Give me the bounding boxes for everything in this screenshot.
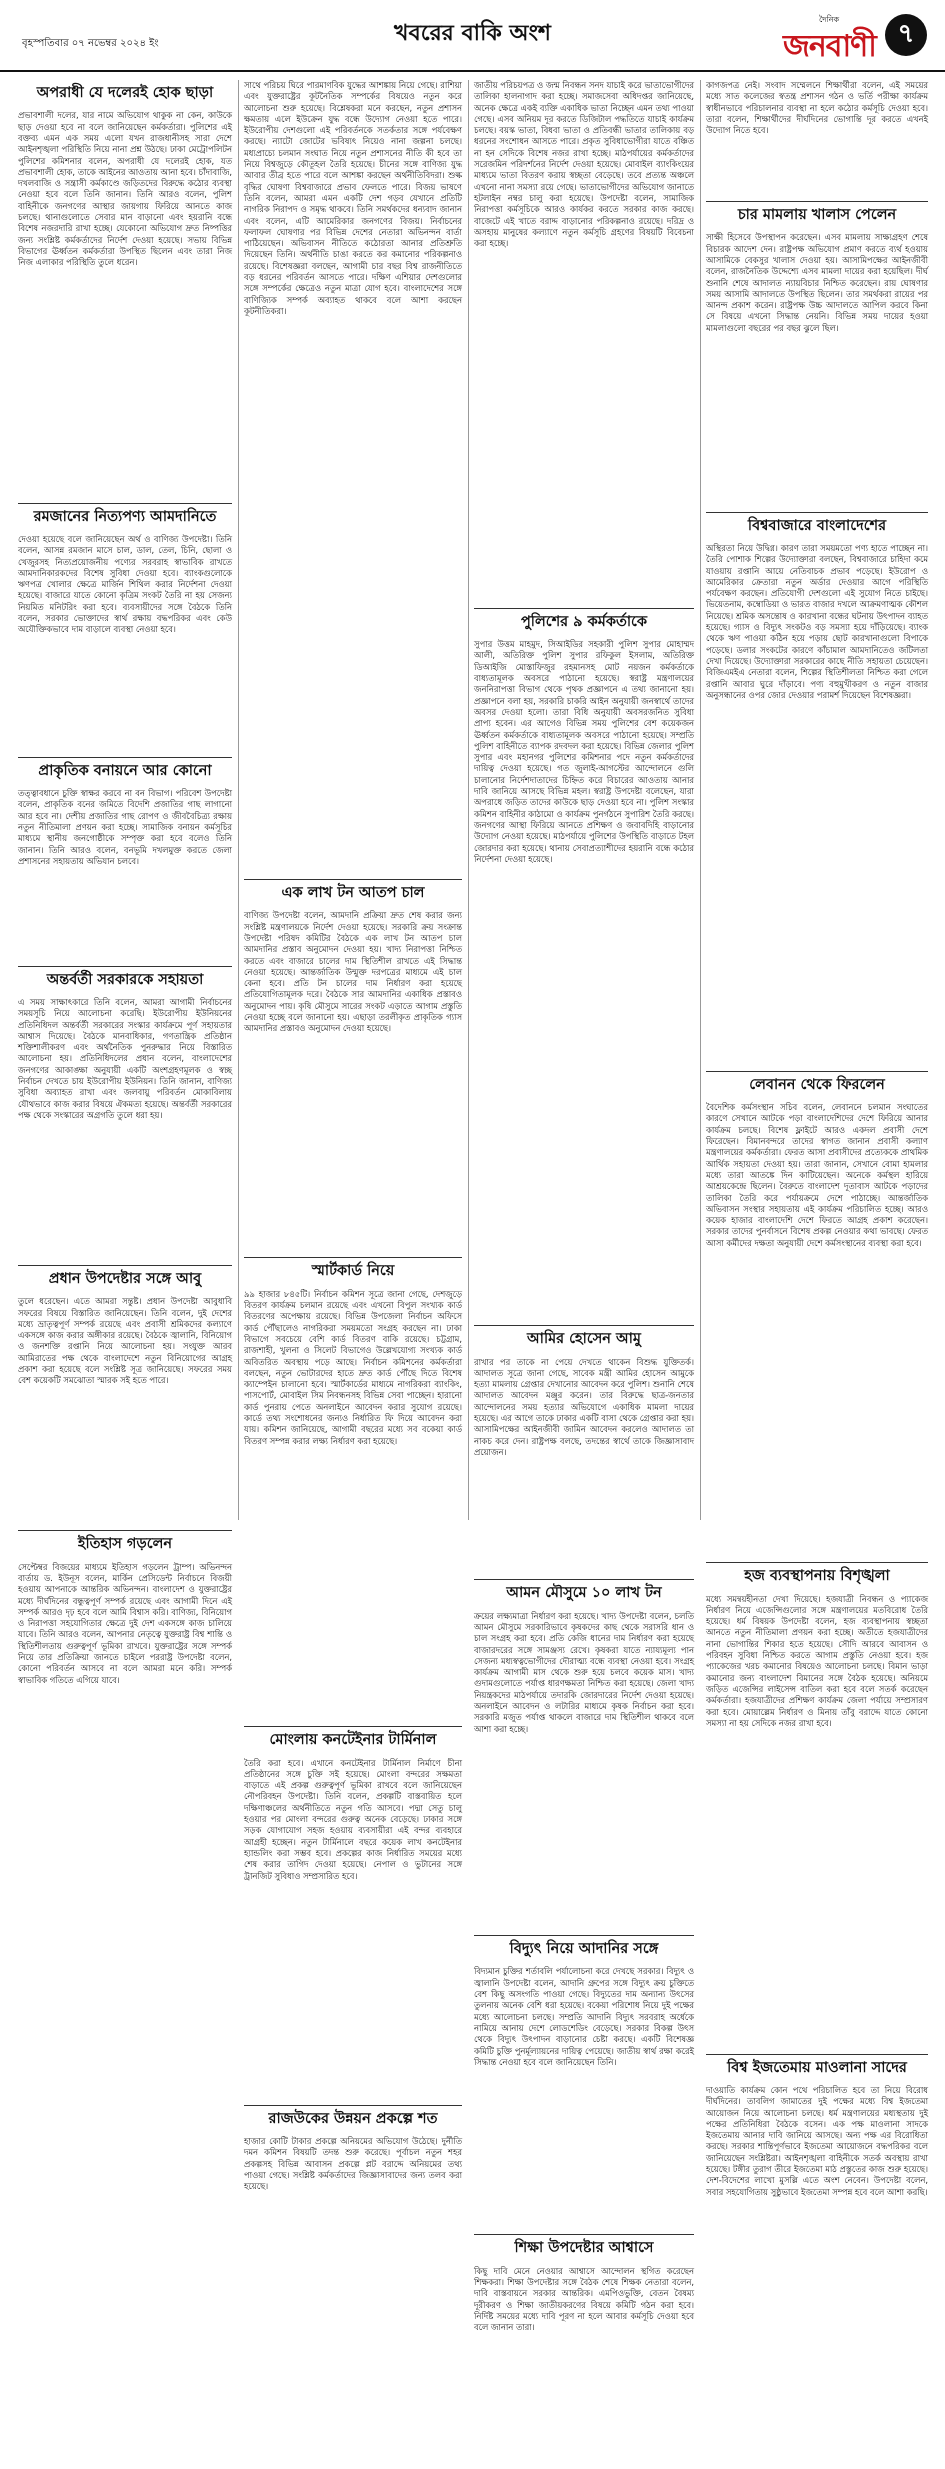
news-story [474, 80, 694, 600]
news-story [706, 512, 928, 1063]
news-story [706, 1071, 928, 1554]
story-body: তুলে ধরেছেন। এতে আমরা সন্তুষ্ট। প্রধান উপদেষ্টা আবুধাবি সফরের বিষয়ে বিস্তারিত জানিয়েছেন। তিনি বলেন, দুই দেশের মধ্যে ভ্রাতৃত্বপূর্ণ সম্পর্ক রয়েছে এবং প্রবাসী শ্রমিকদের কল্যাণে একসঙ্গে কাজ করার অঙ্গীকার রয়েছে। বৈঠকে জ্বালানি, বিনিয়োগ ও জনশক্তি রপ্তানি নিয়ে আলোচনা হয়। সংযুক্ত আরব আমিরাতের পক্ষ থেকে বাংলাদেশে নতুন বিনিয়োগের আগ্রহ প্রকাশ করা হয়েছে বলে সংশ্লিষ্ট সূত্র জানিয়েছে। সফরের সময় বেশ কয়েকটি সমঝোতা স্মারক সই হতে পারে। [18, 1296, 232, 1386]
story-body: তত্ত্বাবধানে চুক্তি স্বাক্ষর করবে না বন বিভাগ। পরিবেশ উপদেষ্টা বলেন, প্রাকৃতিক বনের জমিতে বিদেশি প্রজাতির গাছ লাগানো আর হবে না। দেশীয় প্রজাতির গাছ রোপণ ও জীববৈচিত্র্য রক্ষায় নতুন নীতিমালা প্রণয়ন করা হচ্ছে। সামাজিক বনায়ন কর্মসূচির মাধ্যমে স্থানীয় জনগোষ্ঠীকে সম্পৃক্ত করা হবে বলেও তিনি জানান। তিনি আরও বলেন, বনভূমি দখলমুক্ত করতে জেলা প্রশাসনের সহায়তায় অভিযান চলবে। [18, 788, 232, 866]
logo-text: জনবাণী [783, 29, 876, 64]
story-body: কাগজপত্র নেই। সংবাদ সম্মেলনে শিক্ষার্থীরা বলেন, এই সময়ের মধ্যে সাত কলেজের স্বতন্ত্র প্রশাসন গঠন ও ভর্তি পরীক্ষা কার্যক্রম স্বাধীনভাবে পরিচালনার ব্যবস্থা না হলে কঠোর কর্মসূচি দেওয়া হবে। তারা বলেন, শিক্ষার্থীদের দীর্ঘদিনের ভোগান্তি দূর করতে এখনই উদ্যোগ নিতে হবে। [706, 80, 928, 136]
story-headline[interactable]: রাজউকের উন্নয়ন প্রকল্পে শত [244, 2105, 462, 2132]
story-headline[interactable]: প্রাকৃতিক বনায়নে আর কোনো [18, 757, 232, 784]
story-headline[interactable]: বিশ্ব ইজতেমায় মাওলানা সাদের [706, 2054, 928, 2081]
column-2 [244, 80, 462, 2192]
story-headline[interactable]: আমির হোসেন আমু [474, 1325, 694, 1352]
story-body: বিদ্যমান চুক্তির শর্তাবলি পর্যালোচনা করে দেখছে সরকার। বিদ্যুৎ ও জ্বালানি উপদেষ্টা বলেন, আদানি গ্রুপের সঙ্গে বিদ্যুৎ ক্রয় চুক্তিতে বেশ কিছু অসংগতি পাওয়া গেছে। বিদ্যুতের দাম অন্যান্য উৎসের তুলনায় অনেক বেশি ধরা হয়েছে। বকেয়া পরিশোধ নিয়ে দুই পক্ষের মধ্যে আলোচনা চলছে। সম্প্রতি আদানি বিদ্যুৎ সরবরাহ অর্ধেকে নামিয়ে আনায় দেশে লোডশেডিং বেড়েছে। সরকার বিকল্প উৎস থেকে বিদ্যুৎ উৎপাদন বাড়ানোর চেষ্টা করছে। একটি বিশেষজ্ঞ কমিটি চুক্তি পুনর্মূল্যায়নের দায়িত্ব পেয়েছে। জাতীয় স্বার্থ রক্ষা করেই সিদ্ধান্ত নেওয়া হবে বলে জানিয়েছেন তিনি। [474, 1966, 694, 2067]
story-body: অস্থিরতা নিয়ে উদ্বিগ্ন। কারণ তারা সময়মতো পণ্য হাতে পাচ্ছেন না। তৈরি পোশাক শিল্পের উদ্যোক্তারা বলছেন, বিশ্ববাজারে চাহিদা কমে যাওয়ায় রপ্তানি আয়ে নেতিবাচক প্রভাব পড়েছে। ইউরোপ ও আমেরিকার ক্রেতারা নতুন অর্ডার দেওয়ার আগে পরিস্থিতি পর্যবেক্ষণ করছেন। প্রতিযোগী দেশগুলো এই সুযোগ নিতে চাইছে। ভিয়েতনাম, কম্বোডিয়া ও ভারত বাজার দখলে আক্রমণাত্মক কৌশল নিয়েছে। শ্রমিক অসন্তোষ ও কারখানা বন্ধের ঘটনায় উৎপাদন ব্যাহত হয়েছে। গ্যাস ও বিদ্যুৎ সংকটও বড় সমস্যা হয়ে দাঁড়িয়েছে। ব্যাংক থেকে ঋণ পাওয়া কঠিন হয়ে পড়ায় ছোট কারখানাগুলো বিপাকে পড়েছে। ডলার সংকটের কারণে কাঁচামাল আমদানিতেও জটিলতা দেখা দিয়েছে। উদ্যোক্তারা সরকারের কাছে নীতি সহায়তা চেয়েছেন। বিজিএমইএ নেতারা বলেন, শিল্পের স্থিতিশীলতা নিশ্চিত করা গেলে রপ্তানি আবার ঘুরে দাঁড়াবে। পণ্য বহুমুখীকরণ ও নতুন বাজার অনুসন্ধানের ওপর জোর দেওয়ার পরামর্শ দিয়েছেন বিশেষজ্ঞরা। [706, 542, 928, 700]
news-story [244, 1726, 462, 2096]
news-story [18, 757, 232, 958]
story-headline[interactable]: হজ ব্যবস্থাপনায় বিশৃঙ্খলা [706, 1562, 928, 1589]
story-body: বৈদেশিক কর্মসংস্থান সচিব বলেন, লেবাননে চলমান সংঘাতের কারণে সেখানে আটকে পড়া বাংলাদেশিদের দেশে ফিরিয়ে আনার কার্যক্রম চলছে। বিশেষ ফ্লাইটে আরও একদল প্রবাসী দেশে ফিরেছেন। বিমানবন্দরে তাদের স্বাগত জানান প্রবাসী কল্যাণ মন্ত্রণালয়ের কর্মকর্তারা। ফেরত আসা প্রবাসীদের প্রত্যেককে প্রাথমিক আর্থিক সহায়তা দেওয়া হয়। তারা জানান, সেখানে বোমা হামলার মধ্যে তারা আতঙ্কে দিন কাটিয়েছেন। অনেকে কর্মস্থল হারিয়ে আশ্রয়কেন্দ্রে ছিলেন। বৈরুতে বাংলাদেশ দূতাবাস আটকে পড়াদের তালিকা তৈরি করে পর্যায়ক্রমে দেশে পাঠাচ্ছে। আন্তর্জাতিক অভিবাসন সংস্থার সহায়তায় এই কার্যক্রম পরিচালিত হচ্ছে। আরও কয়েক হাজার বাংলাদেশি দেশে ফিরতে আগ্রহ প্রকাশ করেছেন। সরকার তাদের পুনর্বাসনে বিশেষ প্রকল্প নেওয়ার কথা ভাবছে। ফেরত আসা কর্মীদের দক্ষতা অনুযায়ী দেশে কর্মসংস্থানের ব্যবস্থা করা হবে। [706, 1102, 928, 1248]
story-body: তৈরি করা হবে। এখানে কনটেইনার টার্মিনাল নির্মাণে চীনা প্রতিষ্ঠানের সঙ্গে চুক্তি সই হয়েছে। মোংলা বন্দরের সক্ষমতা বাড়াতে এই প্রকল্প গুরুত্বপূর্ণ ভূমিকা রাখবে বলে জানিয়েছেন নৌপরিবহন উপদেষ্টা। তিনি বলেন, প্রকল্পটি বাস্তবায়িত হলে দক্ষিণাঞ্চলের অর্থনীতিতে নতুন গতি আসবে। পদ্মা সেতু চালু হওয়ার পর মোংলা বন্দরের গুরুত্ব অনেক বেড়েছে। ঢাকার সঙ্গে সড়ক যোগাযোগ সহজ হওয়ায় ব্যবসায়ীরা এই বন্দর ব্যবহারে আগ্রহী হচ্ছেন। নতুন টার্মিনালে বছরে কয়েক লাখ কনটেইনার হ্যান্ডলিং করা সম্ভব হবে। প্রকল্পের কাজ নির্ধারিত সময়ের মধ্যে শেষ করার তাগিদ দেওয়া হয়েছে। নেপাল ও ভুটানের সঙ্গে ট্রানজিট সুবিধাও সম্প্রসারিত হবে। [244, 1757, 462, 1881]
story-body: দাওয়াতি কার্যক্রম কোন পথে পরিচালিত হবে তা নিয়ে বিরোধ দীর্ঘদিনের। তাবলিগ জামাতের দুই পক্ষের মধ্যে বিশ্ব ইজতেমা আয়োজন নিয়ে আলোচনা চলছে। ধর্ম মন্ত্রণালয়ের মধ্যস্থতায় দুই পক্ষের প্রতিনিধিরা বৈঠকে বসেন। এক পক্ষ মাওলানা সাদকে ইজতেমায় আনার দাবি জানিয়ে আসছে। অন্য পক্ষ এর বিরোধিতা করছে। সরকার শান্তিপূর্ণভাবে ইজতেমা আয়োজনে বদ্ধপরিকর বলে জানিয়েছেন সংশ্লিষ্টরা। আইনশৃঙ্খলা বাহিনীকে সতর্ক অবস্থায় রাখা হয়েছে। টঙ্গীর তুরাগ তীরে ইজতেমা মাঠ প্রস্তুতের কাজ শুরু হয়েছে। দেশ-বিদেশের লাখো মুসল্লি এতে অংশ নেবেন। উপদেষ্টা বলেন, সবার সহযোগিতায় সুষ্ঠুভাবে ইজতেমা সম্পন্ন হবে বলে আশা করছি। [706, 2084, 928, 2197]
logo-prefix: দৈনিক [819, 15, 840, 24]
story-body: সাক্ষী হিসেবে উপস্থাপন করেছেন। এসব মামলায় সাক্ষ্যগ্রহণ শেষে বিচারক আদেশ দেন। রাষ্ট্রপক্ষ অভিযোগ প্রমাণ করতে ব্যর্থ হওয়ায় আসামিকে বেকসুর খালাস দেওয়া হয়। আসামিপক্ষের আইনজীবী বলেন, রাজনৈতিক উদ্দেশ্যে এসব মামলা দায়ের করা হয়েছিল। দীর্ঘ শুনানি শেষে আদালত ন্যায়বিচার নিশ্চিত করেছেন। রায় ঘোষণার সময় আসামি আদালতে উপস্থিত ছিলেন। তার সমর্থকরা রায়ের পর আনন্দ প্রকাশ করেন। রাষ্ট্রপক্ষ উচ্চ আদালতে আপিল করবে কিনা সে বিষয়ে এখনো সিদ্ধান্ত নেয়নি। বিভিন্ন সময় দায়ের হওয়া মামলাগুলো বছরের পর বছর ঝুলে ছিল। [706, 232, 928, 333]
story-headline[interactable]: পুলিশের ৯ কর্মকর্তাকে [474, 608, 694, 635]
story-body: দেওয়া হয়েছে বলে জানিয়েছেন অর্থ ও বাণিজ্য উপদেষ্টা। তিনি বলেন, আসন্ন রমজান মাসে চাল, ডাল, তেল, চিনি, ছোলা ও খেজুরসহ নিত্যপ্রয়োজনীয় পণ্যের সরবরাহ স্বাভাবিক রাখতে আমদানিকারকদের বিশেষ সুবিধা দেওয়া হবে। ব্যাংকগুলোকে ঋণপত্র খোলার ক্ষেত্রে মার্জিন শিথিল করার নির্দেশনা দেওয়া হয়েছে। বাজারে যাতে কোনো কৃত্রিম সংকট তৈরি না হয় সেজন্য নিয়মিত মনিটরিং করা হবে। ব্যবসায়ীদের সঙ্গে বৈঠকে তিনি বলেন, সরকার ভোক্তাদের স্বার্থ রক্ষায় বদ্ধপরিকর এবং কেউ অযৌক্তিকভাবে দাম বাড়ালে ব্যবস্থা নেওয়া হবে। [18, 533, 232, 635]
column-4 [706, 80, 928, 2197]
story-body: ক্রয়ের লক্ষ্যমাত্রা নির্ধারণ করা হয়েছে। খাদ্য উপদেষ্টা বলেন, চলতি আমন মৌসুমে সরকারিভাবে কৃষকদের কাছ থেকে সরাসরি ধান ও চাল সংগ্রহ করা হবে। প্রতি কেজি ধানের দাম নির্ধারণ করা হয়েছে বাজারদরের সঙ্গে সামঞ্জস্য রেখে। কৃষকরা যাতে ন্যায্যমূল্য পান সেজন্য মধ্যস্বত্বভোগীদের দৌরাত্ম্য বন্ধে ব্যবস্থা নেওয়া হবে। সংগ্রহ কার্যক্রম আগামী মাস থেকে শুরু হয়ে চলবে কয়েক মাস। খাদ্য গুদামগুলোতে পর্যাপ্ত ধারণক্ষমতা নিশ্চিত করা হয়েছে। জেলা খাদ্য নিয়ন্ত্রকদের মাঠপর্যায়ে তদারকি জোরদারের নির্দেশ দেওয়া হয়েছে। অনলাইনে আবেদন ও লটারির মাধ্যমে কৃষক নির্বাচন করা হবে। সরকারি মজুত পর্যাপ্ত থাকলে বাজারে দাম স্থিতিশীল থাকবে বলে আশা করা হচ্ছে। [474, 1610, 694, 1734]
news-story [18, 503, 232, 749]
story-headline[interactable]: বিশ্ববাজারে বাংলাদেশের [706, 512, 928, 539]
column-3 [474, 80, 694, 2333]
news-story [706, 1562, 928, 2045]
column-1 [18, 80, 232, 1685]
story-headline[interactable]: মোংলায় কনটেইনার টার্মিনাল [244, 1726, 462, 1753]
story-body: সেপ্টেম্বর বিজয়ের মাধ্যমে ইতিহাস গড়লেন ট্রাম্প। অভিনন্দন বার্তায় ড. ইউনূস বলেন, মার্কিন প্রেসিডেন্ট নির্বাচনে বিজয়ী হওয়ায় আপনাকে আন্তরিক অভিনন্দন। বাংলাদেশ ও যুক্তরাষ্ট্রের মধ্যে দীর্ঘদিনের বন্ধুত্বপূর্ণ সম্পর্ক রয়েছে এবং আগামী দিনে এই সম্পর্ক আরও দৃঢ় হবে বলে আমি বিশ্বাস করি। বাণিজ্য, বিনিয়োগ ও নিরাপত্তা সহযোগিতার ক্ষেত্রে দুই দেশ একসঙ্গে কাজ চালিয়ে যাবে। তিনি আরও বলেন, আপনার নেতৃত্বে যুক্তরাষ্ট্র বিশ্ব শান্তি ও স্থিতিশীলতায় গুরুত্বপূর্ণ ভূমিকা রাখবে। যুক্তরাষ্ট্রের সঙ্গে সম্পর্ক নিয়ে তার প্রতিক্রিয়া জানতে চাইলে পররাষ্ট্র উপদেষ্টা বলেন, কোনো পরিবর্তন আসবে না বলে আমরা মনে করি। সম্পর্ক স্বাভাবিক গতিতে এগিয়ে যাবে। [18, 1561, 232, 1685]
story-body: সুপার উত্তম মাহমুদ, সিআইডির সহকারী পুলিশ সুপার মোহাম্মদ আলী, অতিরিক্ত পুলিশ সুপার রফিকুল ইসলাম, অতিরিক্ত ডিআইজি মোস্তাফিজুর রহমানসহ মোট নয়জন কর্মকর্তাকে বাধ্যতামূলক অবসরে পাঠানো হয়েছে। স্বরাষ্ট্র মন্ত্রণালয়ের জননিরাপত্তা বিভাগ থেকে পৃথক প্রজ্ঞাপনে এ তথ্য জানানো হয়। প্রজ্ঞাপনে বলা হয়, সরকারি চাকরি আইন অনুযায়ী জনস্বার্থে তাদের অবসর দেওয়া হলো। তারা বিধি অনুযায়ী অবসরজনিত সুবিধা প্রাপ্য হবেন। এর আগেও বিভিন্ন সময় পুলিশের বেশ কয়েকজন ঊর্ধ্বতন কর্মকর্তাকে বাধ্যতামূলক অবসরে পাঠানো হয়েছে। সম্প্রতি পুলিশ বাহিনীতে ব্যাপক রদবদল করা হয়েছে। বিভিন্ন জেলার পুলিশ সুপার এবং মহানগর পুলিশের কমিশনার পদে নতুন কর্মকর্তাদের দায়িত্ব দেওয়া হয়েছে। গত জুলাই-আগস্টের আন্দোলনে গুলি চালানোর নির্দেশদাতাদের চিহ্নিত করে বিচারের আওতায় আনার দাবি জানিয়ে আসছে বিভিন্ন মহল। স্বরাষ্ট্র উপদেষ্টা বলেছেন, যারা অপরাধে জড়িত তাদের কাউকে ছাড় দেওয়া হবে না। পুলিশ সংস্কার কমিশন বাহিনীর কাঠামো ও কার্যক্রম পুনর্গঠনে সুপারিশ তৈরি করছে। জনগণের আস্থা ফিরিয়ে আনতে প্রশিক্ষণ ও জবাবদিহি বাড়ানোর উদ্যোগ নেওয়া হয়েছে। মাঠপর্যায়ে পুলিশের উপস্থিতি বাড়াতে টহল জোরদার করা হয়েছে। থানায় সেবাপ্রত্যাশীদের হয়রানি বন্ধে কঠোর নির্দেশনা দেওয়া হয়েছে। [474, 639, 694, 864]
story-headline[interactable]: রমজানের নিত্যপণ্য আমদানিতে [18, 503, 232, 530]
page-header [0, 0, 945, 72]
story-headline[interactable]: প্রধান উপদেষ্টার সঙ্গে আবু [18, 1265, 232, 1292]
story-body: ৯৯ হাজার ৮৪৫টি। নির্বাচন কমিশন সূত্রে জানা গেছে, দেশজুড়ে বিতরণ কার্যক্রম চলমান রয়েছে এবং এখনো বিপুল সংখ্যক কার্ড বিতরণের অপেক্ষায় রয়েছে। বিভিন্ন উপজেলা নির্বাচন অফিসে কার্ড পৌঁছালেও নাগরিকরা সময়মতো সংগ্রহ করছেন না। ঢাকা বিভাগে সবচেয়ে বেশি কার্ড বিতরণ বাকি রয়েছে। চট্টগ্রাম, রাজশাহী, খুলনা ও সিলেট বিভাগেও উল্লেখযোগ্য সংখ্যক কার্ড অবিতরিত অবস্থায় পড়ে আছে। নির্বাচন কমিশনের কর্মকর্তারা বলছেন, নতুন ভোটারদের হাতে দ্রুত কার্ড পৌঁছে দিতে বিশেষ ক্যাম্পেইন চালানো হবে। স্মার্টকার্ডের মাধ্যমে নাগরিকরা ব্যাংকিং, পাসপোর্ট, মোবাইল সিম নিবন্ধনসহ বিভিন্ন সেবা পাচ্ছেন। হারানো কার্ড পুনরায় পেতে অনলাইনে আবেদন করার সুযোগ রয়েছে। কার্ডে তথ্য সংশোধনের জন্যও নির্ধারিত ফি দিয়ে আবেদন করা যায়। কমিশন জানিয়েছে, আগামী বছরের মধ্যে সব বকেয়া কার্ড বিতরণ সম্পন্ন করার লক্ষ্য নির্ধারণ করা হয়েছে। [244, 1288, 462, 1446]
news-story [474, 1325, 694, 1571]
newspaper-logo [783, 14, 879, 64]
story-body: প্রভাবশালী দলের, যার নামে অভিযোগ থাকুক না কেন, কাউকে ছাড় দেওয়া হবে না বলে জানিয়েছেন কর্মকর্তারা। পুলিশের এই বক্তব্য এমন এক সময় এলো যখন রাজধানীসহ সারা দেশে আইনশৃঙ্খলা পরিস্থিতি নিয়ে নানা প্রশ্ন উঠছে। ঢাকা মেট্রোপলিটন পুলিশের কমিশনার বলেন, অপরাধী যে দলেরই হোক, যত প্রভাবশালী হোক, তাকে আইনের আওতায় আনা হবে। চাঁদাবাজি, দখলবাজি ও সন্ত্রাসী কর্মকাণ্ডে জড়িতদের বিরুদ্ধে কঠোর ব্যবস্থা নেওয়া হবে বলে তিনি জানান। তিনি আরও বলেন, পুলিশ বাহিনীকে জনগণের আস্থার জায়গায় ফিরিয়ে আনতে কাজ চলছে। থানাগুলোতে সেবার মান বাড়ানো এবং হয়রানি বন্ধে বিশেষ নজরদারি রাখা হচ্ছে। যেকোনো অভিযোগ দ্রুত নিষ্পত্তির জন্য সংশ্লিষ্ট কর্মকর্তাদের নির্দেশ দেওয়া হয়েছে। সভায় বিভিন্ন বিভাগের ঊর্ধ্বতন কর্মকর্তারা উপস্থিত ছিলেন এবং তারা নিজ নিজ এলাকার পরিস্থিতি তুলে ধরেন। [18, 110, 232, 268]
story-body: রাখার পর তাকে না পেয়ে দেখতে থাকেন বিশুদ্ধ যুক্তিতর্ক। আদালত সূত্রে জানা গেছে, সাবেক মন্ত্রী আমির হোসেন আমুকে হত্যা মামলায় গ্রেপ্তার দেখানোর আবেদন করে পুলিশ। শুনানি শেষে আদালত আবেদন মঞ্জুর করেন। তার বিরুদ্ধে ছাত্র-জনতার আন্দোলনের সময় হত্যার অভিযোগে একাধিক মামলা দায়ের হয়েছে। এর আগে তাকে ঢাকার একটি বাসা থেকে গ্রেপ্তার করা হয়। আসামিপক্ষের আইনজীবী জামিন আবেদন করলেও আদালত তা নাকচ করে দেন। রাষ্ট্রপক্ষ বলছে, তদন্তের স্বার্থে তাকে জিজ্ঞাসাবাদ প্রয়োজন। [474, 1356, 694, 1457]
news-story [244, 2105, 462, 2295]
news-story [706, 2054, 928, 2469]
story-body: সাথে পরিচয় ঘিরে পারমাণবিক যুদ্ধের আশঙ্কায় নিয়ে গেছে। রাশিয়া এবং যুক্তরাষ্ট্রের কূটনৈতিক সম্পর্কের বিষয়েও নতুন করে আলোচনা শুরু হয়েছে। বিশ্লেষকরা মনে করছেন, নতুন প্রশাসন ক্ষমতায় এলে ইউক্রেন যুদ্ধ বন্ধে উদ্যোগ নেওয়া হতে পারে। ইউরোপীয় দেশগুলো এই পরিবর্তনকে সতর্কতার সঙ্গে পর্যবেক্ষণ করছে। ন্যাটো জোটের ভবিষ্যৎ নিয়েও নানা জল্পনা চলছে। মধ্যপ্রাচ্যে চলমান সংঘাত নিয়ে নতুন প্রশাসনের নীতি কী হবে তা নিয়ে বিশ্বজুড়ে কৌতূহল তৈরি হয়েছে। চীনের সঙ্গে বাণিজ্য যুদ্ধ আবার তীব্র হতে পারে বলে আশঙ্কা করছেন অর্থনীতিবিদরা। শুল্ক বৃদ্ধির ঘোষণা বিশ্ববাজারে প্রভাব ফেলতে পারে। বিজয় ভাষণে তিনি বলেন, আমরা এমন একটি দেশ গড়ব যেখানে প্রতিটি নাগরিক নিরাপদ ও সমৃদ্ধ থাকবে। তিনি সমর্থকদের ধন্যবাদ জানান এবং বলেন, এটি আমেরিকার জনগণের বিজয়। নির্বাচনের ফলাফল ঘোষণার পর বিভিন্ন দেশের নেতারা অভিনন্দন বার্তা পাঠিয়েছেন। অভিবাসন নীতিতে কঠোরতা আনার প্রতিশ্রুতি দিয়েছেন তিনি। অর্থনীতি চাঙা করতে কর কমানোর পরিকল্পনাও রয়েছে। বিশেষজ্ঞরা বলছেন, আগামী চার বছর বিশ্ব রাজনীতিতে বড় ধরনের পরিবর্তন আসতে পারে। দক্ষিণ এশিয়ার দেশগুলোর সঙ্গে সম্পর্কের ক্ষেত্রেও নতুন মাত্রা যোগ হবে। বাংলাদেশের সঙ্গে বাণিজ্যিক সম্পর্ক অব্যাহত থাকবে বলে আশা করছেন কূটনীতিকরা। [244, 80, 462, 316]
news-story [18, 80, 232, 495]
news-story [244, 879, 462, 1249]
column-divider [238, 80, 239, 1520]
news-story [18, 1265, 232, 1522]
publication-date: বৃহস্পতিবার ০৭ নভেম্বর ২০২৪ ইং [22, 38, 159, 49]
column-divider [468, 80, 469, 1520]
story-headline[interactable]: ইতিহাস গড়লেন [18, 1530, 232, 1557]
news-story [244, 1257, 462, 1718]
news-story [706, 201, 928, 504]
news-story [474, 1935, 694, 2226]
story-headline[interactable]: বিদ্যুৎ নিয়ে আদানির সঙ্গে [474, 1935, 694, 1962]
story-body: জাতীয় পরিচয়পত্র ও জন্ম নিবন্ধন সনদ যাচাই করে ভাতাভোগীদের তালিকা হালনাগাদ করা হচ্ছে। সমাজসেবা অধিদপ্তর জানিয়েছে, অনেক ক্ষেত্রে একই ব্যক্তি একাধিক ভাতা নিচ্ছেন এমন তথ্য পাওয়া গেছে। এসব অনিয়ম দূর করতে ডিজিটাল পদ্ধতিতে যাচাই কার্যক্রম চলছে। বয়স্ক ভাতা, বিধবা ভাতা ও প্রতিবন্ধী ভাতার তালিকায় বড় ধরনের সংশোধন আসতে পারে। প্রকৃত সুবিধাভোগীরা যাতে বঞ্চিত না হন সেদিকে বিশেষ নজর রাখা হচ্ছে। মাঠপর্যায়ের কর্মকর্তাদের সরেজমিন পরিদর্শনের নির্দেশ দেওয়া হয়েছে। মোবাইল ব্যাংকিংয়ের মাধ্যমে ভাতা বিতরণ করায় স্বচ্ছতা বেড়েছে। তবে প্রত্যন্ত অঞ্চলে এখনো নানা সমস্যা রয়ে গেছে। ভাতাভোগীদের অভিযোগ জানাতে হটলাইন নম্বর চালু করা হয়েছে। উপদেষ্টা বলেন, সামাজিক নিরাপত্তা কর্মসূচিকে আরও কার্যকর করতে সরকার কাজ করছে। বাজেটে এই খাতে বরাদ্দ বাড়ানোর পরিকল্পনাও রয়েছে। দরিদ্র ও অসহায় মানুষের কল্যাণে নতুন কর্মসূচি গ্রহণের বিষয়টি বিবেচনা করা হচ্ছে। [474, 80, 694, 249]
story-headline[interactable]: চার মামলায় খালাস পেলেন [706, 201, 928, 228]
news-story [706, 80, 928, 193]
story-body: বাণিজ্য উপদেষ্টা বলেন, আমদানি প্রক্রিয়া দ্রুত শেষ করার জন্য সংশ্লিষ্ট মন্ত্রণালয়কে নির্দেশ দেওয়া হয়েছে। সরকারি ক্রয় সংক্রান্ত উপদেষ্টা পরিষদ কমিটির বৈঠকে এক লাখ টন আতপ চাল আমদানির প্রস্তাব অনুমোদন দেওয়া হয়। খাদ্য নিরাপত্তা নিশ্চিত করতে এবং বাজারে চালের দাম স্থিতিশীল রাখতে এই সিদ্ধান্ত নেওয়া হয়েছে। আন্তর্জাতিক উন্মুক্ত দরপত্রের মাধ্যমে এই চাল কেনা হবে। প্রতি টন চালের দাম নির্ধারণ করা হয়েছে প্রতিযোগিতামূলক দরে। বৈঠকে সার আমদানির একাধিক প্রস্তাবও অনুমোদন পায়। কৃষি মৌসুমে সারের সংকট এড়াতে আগাম প্রস্তুতি নেওয়া হচ্ছে বলে জানানো হয়। এছাড়া তরলীকৃত প্রাকৃতিক গ্যাস আমদানির প্রস্তাবও অনুমোদন দেওয়া হয়েছে। [244, 910, 462, 1034]
page-number: ৭ [885, 14, 927, 56]
story-body: কিছু দাবি মেনে নেওয়ার আশ্বাসে আন্দোলন স্থগিত করেছেন শিক্ষকরা। শিক্ষা উপদেষ্টার সঙ্গে বৈঠক শেষে শিক্ষক নেতারা বলেন, দাবি বাস্তবায়নে সরকার আন্তরিক। এমপিওভুক্তি, বেতন বৈষম্য দূরীকরণ ও শিক্ষা জাতীয়করণের বিষয়ে কমিটি গঠন করা হবে। নির্দিষ্ট সময়ের মধ্যে দাবি পূরণ না হলে আবার কর্মসূচি দেওয়া হবে বলে জানান তারা। [474, 2265, 694, 2333]
story-headline[interactable]: আমন মৌসুমে ১০ লাখ টন [474, 1579, 694, 1606]
story-headline[interactable]: স্মার্টকার্ড নিয়ে [244, 1257, 462, 1284]
story-headline[interactable]: অন্তর্বর্তী সরকারকে সহায়তা [18, 966, 232, 993]
news-story [474, 608, 694, 1317]
section-title: খবরের বাকি অংশ [394, 20, 551, 46]
news-story [18, 966, 232, 1257]
news-story [244, 80, 462, 871]
story-headline[interactable]: শিক্ষা উপদেষ্টার আশ্বাসে [474, 2234, 694, 2261]
news-story [474, 2234, 694, 2435]
news-story [18, 1530, 232, 1900]
column-divider [700, 80, 701, 1520]
story-headline[interactable]: লেবানন থেকে ফিরলেন [706, 1071, 928, 1098]
story-body: এ সময় সাক্ষাৎকারে তিনি বলেন, আমরা আগামী নির্বাচনের সময়সূচি নিয়ে আলোচনা করেছি। ইউরোপীয় ইউনিয়নের প্রতিনিধিদল অন্তর্বর্তী সরকারের সংস্কার কার্যক্রমে পূর্ণ সহায়তার আশ্বাস দিয়েছে। বৈঠকে মানবাধিকার, গণতান্ত্রিক প্রতিষ্ঠান শক্তিশালীকরণ এবং অর্থনৈতিক পুনরুদ্ধার নিয়ে বিস্তারিত আলোচনা হয়। প্রতিনিধিদলের প্রধান বলেন, বাংলাদেশের জনগণের আকাঙ্ক্ষা অনুযায়ী একটি অংশগ্রহণমূলক ও স্বচ্ছ নির্বাচন দেখতে চায় ইউরোপীয় ইউনিয়ন। তিনি জানান, বাণিজ্য সুবিধা অব্যাহত রাখা এবং জলবায়ু পরিবর্তন মোকাবিলায় যৌথভাবে কাজ করার বিষয়ে ঐকমত্য হয়েছে। অন্তর্বর্তী সরকারের পক্ষ থেকে সংস্কারের অগ্রগতি তুলে ধরা হয়। [18, 996, 232, 1120]
story-body: মধ্যে সমন্বয়হীনতা দেখা দিয়েছে। হজযাত্রী নিবন্ধন ও প্যাকেজ নির্ধারণ নিয়ে এজেন্সিগুলোর সঙ্গে মন্ত্রণালয়ের মতবিরোধ তৈরি হয়েছে। ধর্ম বিষয়ক উপদেষ্টা বলেন, হজ ব্যবস্থাপনায় স্বচ্ছতা আনতে নতুন নীতিমালা প্রণয়ন করা হচ্ছে। অতীতে হজযাত্রীদের নানা ভোগান্তির শিকার হতে হয়েছে। সৌদি আরবে আবাসন ও পরিবহন সুবিধা নিশ্চিত করতে আগাম প্রস্তুতি নেওয়া হবে। হজ প্যাকেজের খরচ কমানোর বিষয়েও আলোচনা চলছে। বিমান ভাড়া কমানোর জন্য বাংলাদেশ বিমানের সঙ্গে বৈঠক হয়েছে। অনিয়মে জড়িত এজেন্সির লাইসেন্স বাতিল করা হবে বলে সতর্ক করেছেন কর্মকর্তারা। হজযাত্রীদের প্রশিক্ষণ কার্যক্রম জেলা পর্যায়ে সম্প্রসারণ করা হবে। মোয়াল্লেম নির্ধারণ ও মিনায় তাঁবু বরাদ্দে যাতে কোনো সমস্যা না হয় সেদিকে নজর রাখা হবে। [706, 1593, 928, 1728]
news-story [474, 1579, 694, 1927]
story-headline[interactable]: অপরাধী যে দলেরই হোক ছাড়া [36, 84, 214, 101]
story-body: হাজার কোটি টাকার প্রকল্পে অনিয়মের অভিযোগ উঠেছে। দুর্নীতি দমন কমিশন বিষয়টি তদন্ত শুরু করেছে। পূর্বাচল নতুন শহর প্রকল্পসহ বিভিন্ন আবাসন প্রকল্পে প্লট বরাদ্দে অনিয়মের তথ্য পাওয়া গেছে। সংশ্লিষ্ট কর্মকর্তাদের জিজ্ঞাসাবাদের জন্য তলব করা হয়েছে। [244, 2135, 462, 2192]
story-headline[interactable]: এক লাখ টন আতপ চাল [244, 879, 462, 906]
